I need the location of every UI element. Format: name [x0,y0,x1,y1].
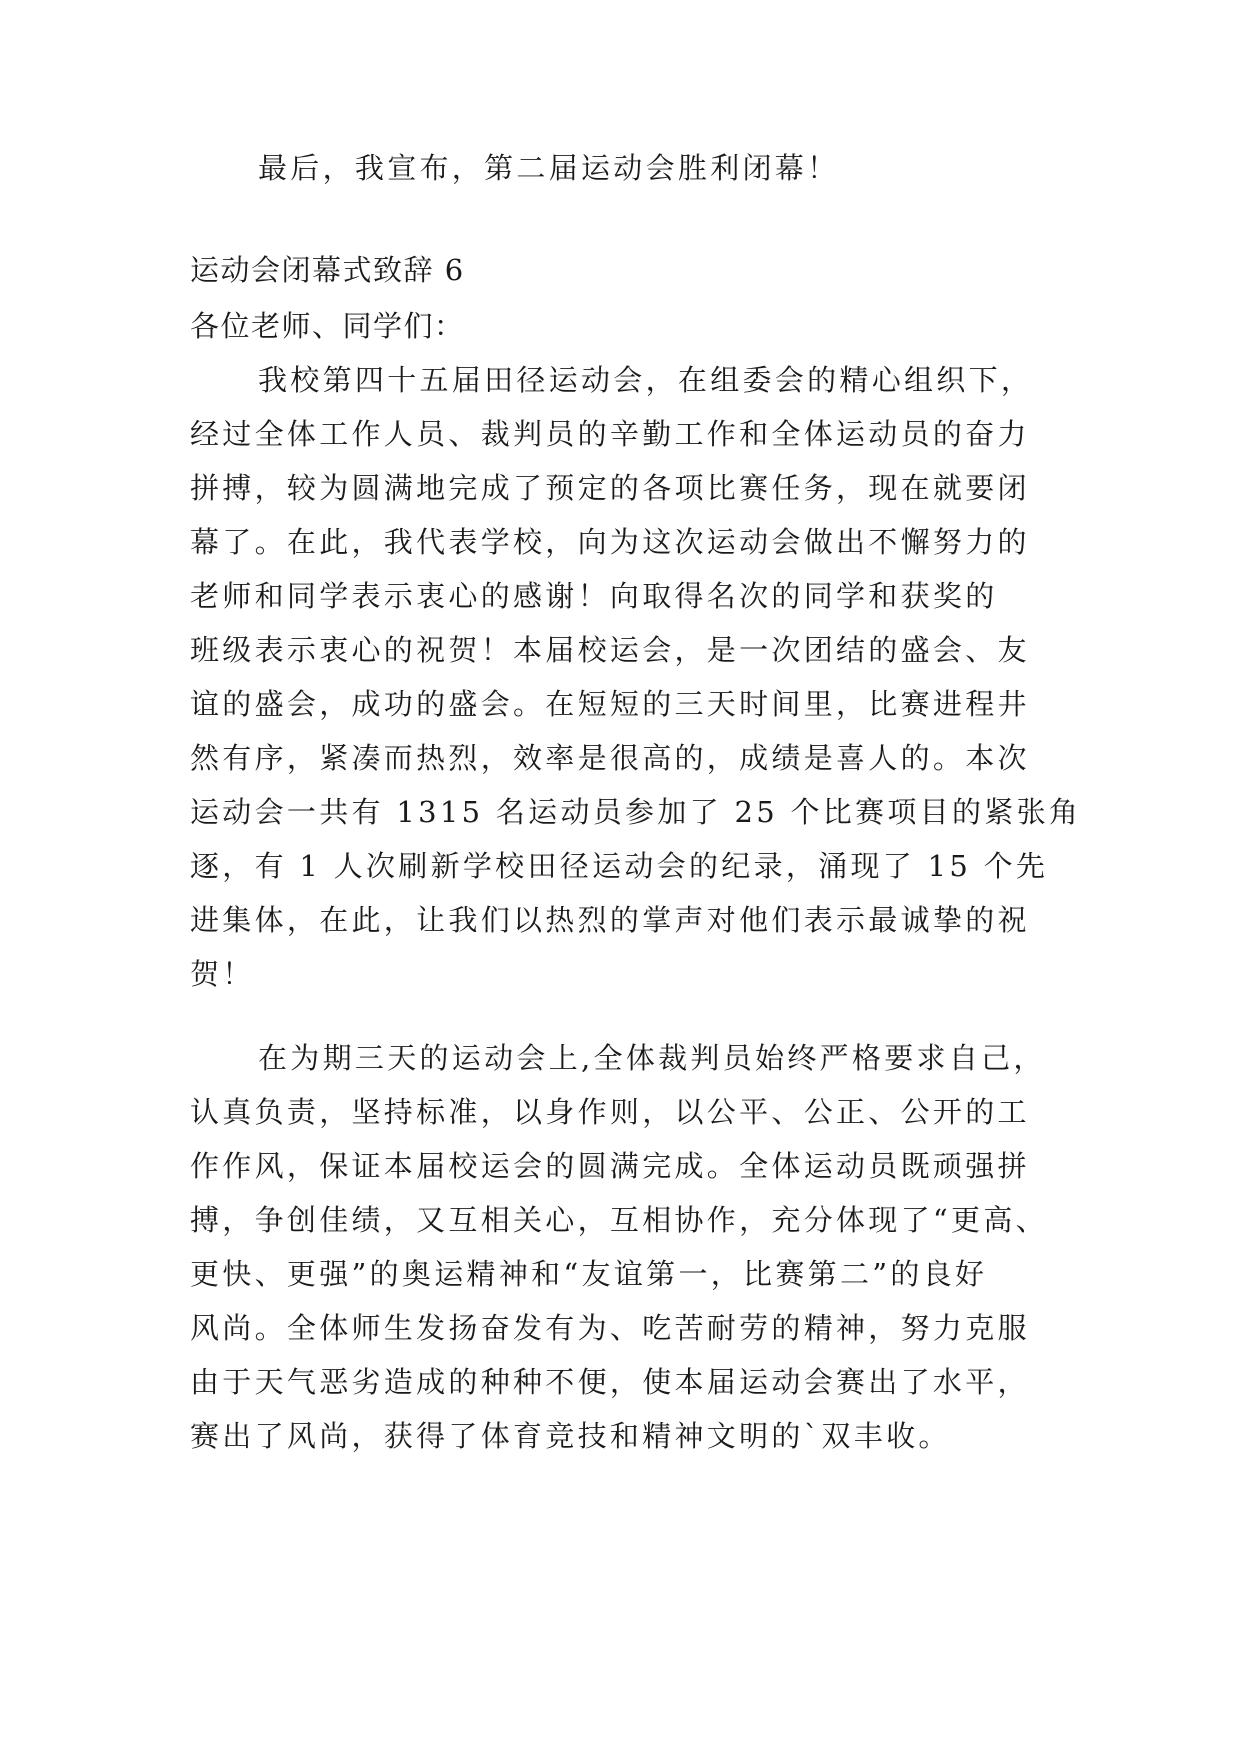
paragraph-line: 作作风，保证本届校运会的圆满完成。全体运动员既顽强拼 [190,1149,1030,1183]
paragraph-line: 认真负责，坚持标准，以身作则，以公平、公正、公开的工 [190,1095,1030,1129]
paragraph-line: 我校第四十五届田径运动会，在组委会的精心组织下， [258,363,1034,397]
paragraph-line: 风尚。全体师生发扬奋发有为、吃苦耐劳的精神，努力克服 [190,1311,1030,1345]
closing-line: 最后，我宣布，第二届运动会胜利闭幕！ [258,151,840,185]
paragraph-line: 更快、更强”的奥运精神和“友谊第一，比赛第二”的良好 [190,1257,988,1291]
paragraph-line: 贺！ [190,957,255,991]
paragraph-line: 运动会一共有 1315 名运动员参加了 25 个比赛项目的紧张角 [190,795,1082,829]
paragraph-line: 在为期三天的运动会上,全体裁判员始终严格要求自己， [258,1041,1046,1075]
paragraph-line: 拼搏，较为圆满地完成了预定的各项比赛任务，现在就要闭 [190,471,1030,505]
paragraph-line: 赛出了风尚，获得了体育竞技和精神文明的`双丰收。 [190,1419,951,1453]
paragraph-line: 谊的盛会，成功的盛会。在短短的三天时间里，比赛进程井 [190,687,1030,721]
paragraph-line: 经过全体工作人员、裁判员的辛勤工作和全体运动员的奋力 [190,417,1030,451]
salutation: 各位老师、同学们： [190,309,465,343]
paragraph-line: 进集体，在此，让我们以热烈的掌声对他们表示最诚挚的祝 [190,903,1030,937]
paragraph-line: 搏，争创佳绩，又互相关心，互相协作，充分体现了“更高、 [190,1203,1048,1237]
paragraph-line: 幕了。在此，我代表学校，向为这次运动会做出不懈努力的 [190,525,1030,559]
section-title: 运动会闭幕式致辞 6 [190,253,465,287]
paragraph-line: 逐，有 1 人次刷新学校田径运动会的纪录，涌现了 15 个先 [190,849,1049,883]
paragraph-line: 然有序，紧凑而热烈，效率是很高的，成绩是喜人的。本次 [190,741,1030,775]
paragraph-line: 老师和同学表示衷心的感谢！向取得名次的同学和获奖的 [190,579,998,613]
paragraph-line: 班级表示衷心的祝贺！本届校运会，是一次团结的盛会、友 [190,633,1030,667]
paragraph-line: 由于天气恶劣造成的种种不便，使本届运动会赛出了水平， [190,1365,1030,1399]
